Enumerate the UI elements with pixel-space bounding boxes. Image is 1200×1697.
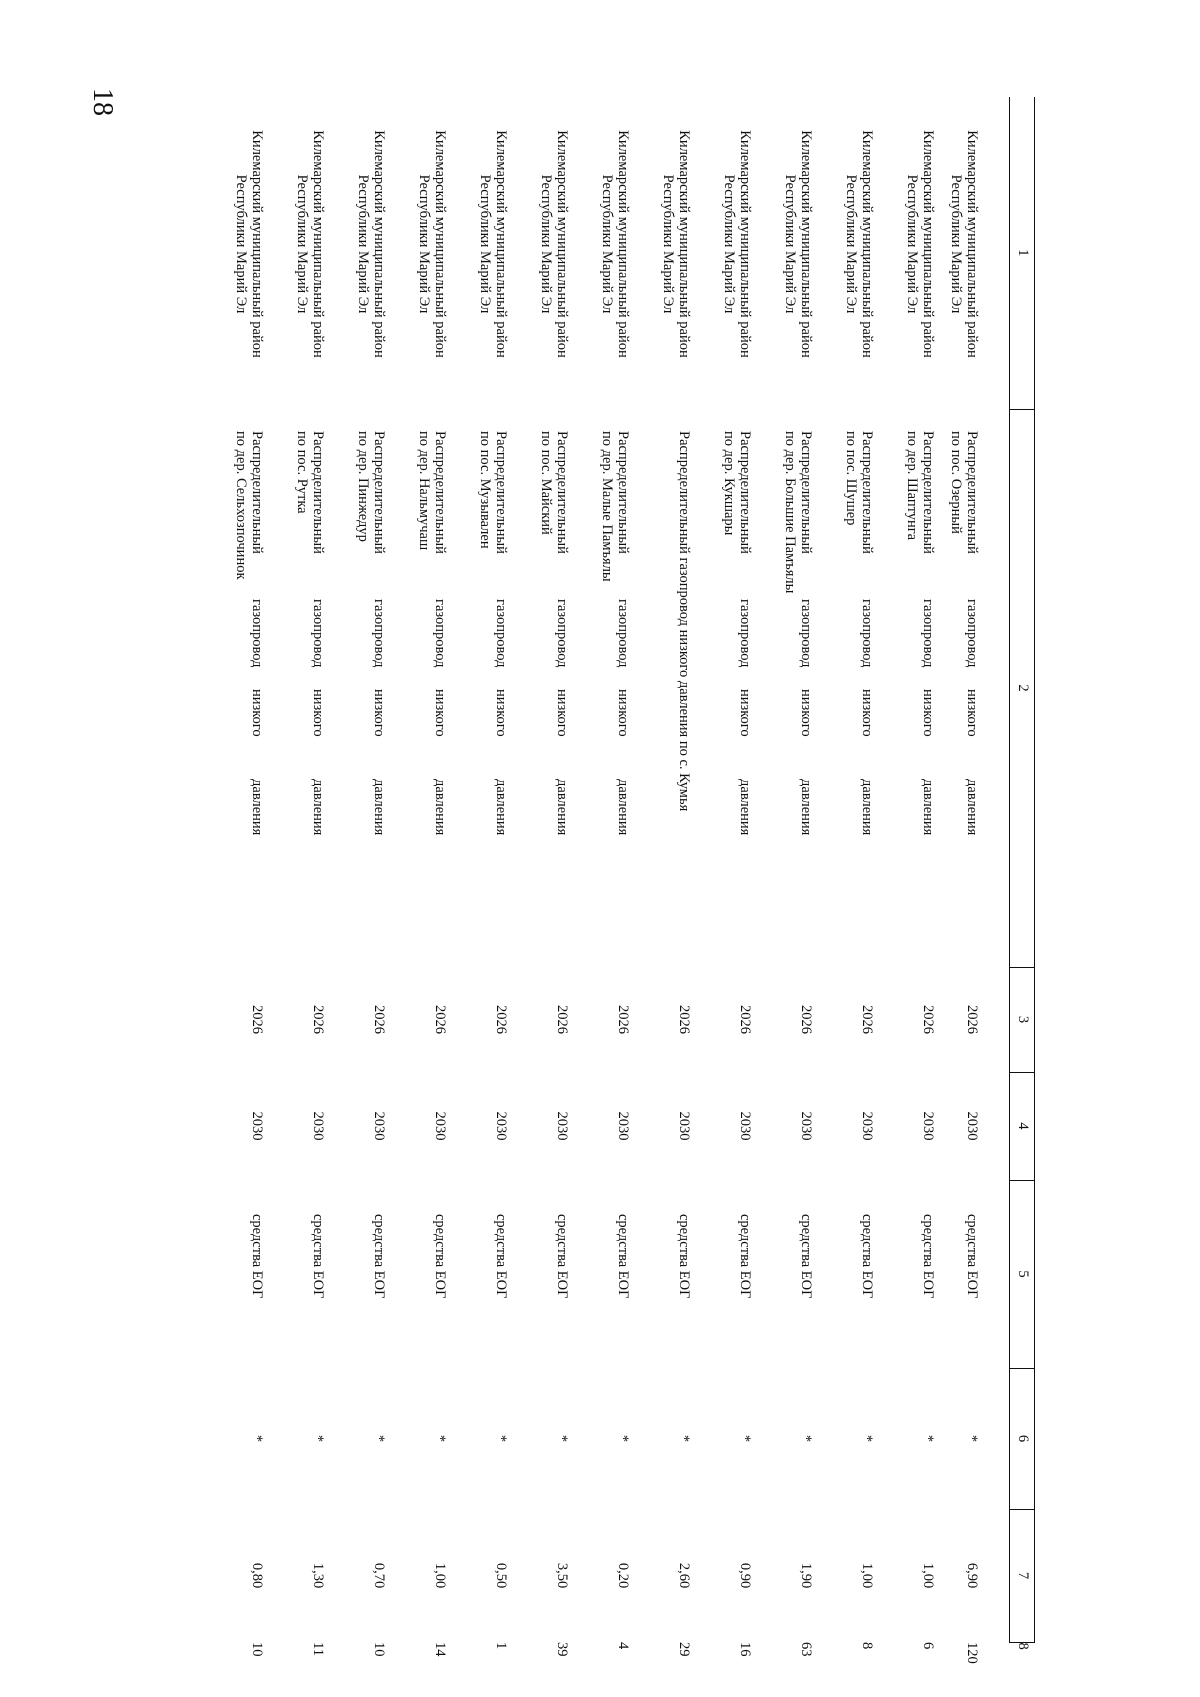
object-word-3: низкого <box>798 689 814 737</box>
object-word-3: низкого <box>920 689 936 737</box>
column-number-row: 1 2 3 4 5 6 7 8 <box>1010 97 1035 1642</box>
mark-cell: * <box>920 1434 936 1443</box>
region-cell <box>752 97 813 409</box>
table-row: Килемарский муниципальный район Республики Марий Эл Распределительный газопровод низкого давления по пос. Музывален 2026 2030 средства ЕОГ * 0,50 1 <box>447 97 508 1642</box>
end-year-cell: 2030 <box>798 1111 814 1141</box>
mark-cell: * <box>676 1434 692 1443</box>
end-year-cell: 2030 <box>676 1111 692 1141</box>
region-line-2: Республики Марий Эл <box>416 174 433 314</box>
object-word-2: газопровод <box>615 599 631 668</box>
region-line-1: Килемарский муниципальный район <box>310 130 326 358</box>
object-word-1: Распределительный <box>737 431 753 554</box>
region-line-1: Килемарский муниципальный район <box>920 130 936 358</box>
region-line-2: Республики Марий Эл <box>355 174 372 314</box>
mark-cell: * <box>615 1434 631 1443</box>
table-row: Килемарский муниципальный район Республики Марий Эл Распределительный газопровод низкого давления по дер. Большие Памъялы 2026 2030 средства ЕОГ * 1,90 63 <box>752 97 813 1642</box>
object-cell <box>508 409 569 967</box>
object-line-1 <box>919 431 935 967</box>
object-word-2: газопровод <box>432 599 448 668</box>
object-location: по дер. Нальмучаш <box>416 431 433 551</box>
region-line-1: Килемарский муниципальный район <box>432 130 448 358</box>
object-word-3: низкого <box>493 689 509 737</box>
region-line-1: Килемарский муниципальный район <box>964 130 980 358</box>
length-cell: 0,80 <box>249 1562 265 1589</box>
length-cell: 1,90 <box>798 1562 814 1589</box>
object-word-3: низкого <box>964 689 980 737</box>
object-line-1 <box>858 431 874 967</box>
object-word-4: давления <box>859 779 875 836</box>
object-word-3: низкого <box>737 689 753 737</box>
object-location: по пос. Майский <box>538 431 555 535</box>
object-line-1 <box>614 431 630 967</box>
object-word-3: низкого <box>554 689 570 737</box>
table-row: Килемарский муниципальный район Республики Марий Эл Распределительный газопровод низкого давления по пос. Озерный 2026 2030 средства ЕОГ * 6,90 120 <box>935 97 1010 1642</box>
table-row: Килемарский муниципальный район Республики Марий Эл Распределительный газопровод низкого давления по с. Кумья 2026 2030 средства ЕОГ * 2,60 29 <box>630 97 691 1642</box>
funding-source-cell: средства ЕОГ <box>554 1214 570 1299</box>
end-year-cell: 2030 <box>371 1111 387 1141</box>
object-line-1 <box>553 431 569 967</box>
object-word-2: газопровод <box>964 599 980 668</box>
column-number-3: 3 <box>1010 967 1035 1072</box>
region-line-2: Республики Марий Эл <box>477 174 494 314</box>
object-location: по дер. Большие Памъялы <box>782 431 799 594</box>
table-row: Килемарский муниципальный район Республики Марий Эл Распределительный газопровод низкого давления по дер. Малые Памъялы 2026 2030 средства ЕОГ * 0,20 4 <box>569 97 630 1642</box>
object-word-2: газопровод <box>737 599 753 668</box>
region-cell <box>569 97 630 409</box>
object-cell <box>752 409 813 967</box>
mark-cell: * <box>737 1434 753 1443</box>
region-line-2: Республики Марий Эл <box>538 174 555 314</box>
length-cell: 0,70 <box>371 1562 387 1589</box>
object-cell <box>264 409 325 967</box>
object-word-4: давления <box>249 779 265 836</box>
column-number-5: 5 <box>1010 1180 1035 1368</box>
column-number-7: 7 <box>1010 1509 1035 1642</box>
object-line-1 <box>248 431 264 967</box>
gas-pipeline-table <box>203 97 1035 1664</box>
region-line-1: Килемарский муниципальный район <box>493 130 509 358</box>
region-line-2: Республики Марий Эл <box>948 174 965 314</box>
mark-cell: * <box>798 1434 814 1443</box>
end-year-cell: 2030 <box>310 1111 326 1141</box>
region-cell <box>508 97 569 409</box>
object-cell <box>325 409 386 967</box>
mark-cell: * <box>432 1434 448 1443</box>
funding-source-cell: средства ЕОГ <box>432 1214 448 1299</box>
length-cell: 1,00 <box>432 1562 448 1589</box>
object-word-2: газопровод <box>920 599 936 668</box>
object-line-1 <box>736 431 752 967</box>
object-word-4: давления <box>615 779 631 836</box>
object-word-1: Распределительный <box>964 431 980 554</box>
region-line-2: Республики Марий Эл <box>660 174 677 314</box>
end-year-cell: 2030 <box>964 1111 980 1141</box>
column-number-2: 2 <box>1010 409 1035 967</box>
object-word-3: низкого <box>615 689 631 737</box>
table-row: Килемарский муниципальный район Республики Марий Эл Распределительный газопровод низкого давления по дер. Шаптунга 2026 2030 средства ЕОГ * 1,00 6 <box>874 97 935 1642</box>
object-word-3: низкого <box>371 689 387 737</box>
table-row: Килемарский муниципальный район Республики Марий Эл Распределительный газопровод низкого давления по пос. Рутка 2026 2030 средства ЕОГ * 1,30 11 <box>264 97 325 1642</box>
region-line-2: Республики Марий Эл <box>782 174 799 314</box>
end-year-cell: 2030 <box>737 1111 753 1141</box>
object-word-2: газопровод <box>493 599 509 668</box>
start-year-cell: 2026 <box>964 1005 980 1034</box>
object-word-2: газопровод <box>859 599 875 668</box>
object-location: по пос. Музывален <box>477 431 494 549</box>
object-word-3: низкого <box>859 689 875 737</box>
region-line-1: Килемарский муниципальный район <box>371 130 387 358</box>
object-word-1: Распределительный <box>798 431 814 554</box>
table-sheet <box>205 97 1035 1664</box>
mark-cell: * <box>554 1434 570 1443</box>
object-cell <box>935 409 1010 967</box>
region-line-2: Республики Марий Эл <box>843 174 860 314</box>
region-cell <box>630 97 691 409</box>
object-word-4: давления <box>432 779 448 836</box>
object-location: по дер. Пинжедур <box>355 431 372 542</box>
region-cell <box>264 97 325 409</box>
object-line-1 <box>370 431 386 967</box>
page-number: 18 <box>87 88 118 116</box>
object-word-4: давления <box>920 779 936 836</box>
region-cell <box>447 97 508 409</box>
region-line-2: Республики Марий Эл <box>721 174 738 314</box>
table-row: Килемарский муниципальный район Республики Марий Эл Распределительный газопровод низкого давления по дер. Сельхозпочинок 2026 2030 средства ЕОГ * 0,80 10 <box>203 97 264 1642</box>
object-word-3: низкого <box>249 689 265 737</box>
object-word-4: давления <box>371 779 387 836</box>
start-year-cell: 2026 <box>371 1005 387 1034</box>
region-line-1: Килемарский муниципальный район <box>676 130 692 358</box>
mark-cell: * <box>310 1434 326 1443</box>
region-cell <box>935 97 1010 409</box>
start-year-cell: 2026 <box>920 1005 936 1034</box>
start-year-cell: 2026 <box>554 1005 570 1034</box>
object-word-1: Распределительный <box>554 431 570 554</box>
object-word-3: низкого <box>310 689 326 737</box>
column-number-4: 4 <box>1010 1072 1035 1180</box>
object-word-1: Распределительный <box>432 431 448 554</box>
region-line-2: Республики Марий Эл <box>294 174 311 314</box>
length-cell: 6,90 <box>964 1562 980 1589</box>
object-line-1 <box>492 431 508 967</box>
funding-source-cell: средства ЕОГ <box>493 1214 509 1299</box>
object-cell <box>813 409 874 967</box>
region-cell <box>325 97 386 409</box>
region-line-1: Килемарский муниципальный район <box>859 130 875 358</box>
object-word-4: давления <box>798 779 814 836</box>
object-location: по пос. Озерный <box>948 431 965 534</box>
object-name: Распределительный газопровод низкого давления по с. Кумья <box>676 431 692 812</box>
funding-source-cell: средства ЕОГ <box>737 1214 753 1299</box>
object-location: по дер. Малые Памъялы <box>599 431 616 582</box>
region-line-2: Республики Марий Эл <box>904 174 921 314</box>
funding-source-cell: средства ЕОГ <box>676 1214 692 1299</box>
mark-cell: * <box>964 1434 980 1443</box>
length-cell: 1,00 <box>920 1562 936 1589</box>
end-year-cell: 2030 <box>859 1111 875 1141</box>
table-body <box>203 97 1010 1664</box>
region-line-2: Республики Марий Эл <box>233 174 250 314</box>
object-cell <box>386 409 447 967</box>
object-line-1 <box>431 431 447 967</box>
length-cell: 1,30 <box>310 1562 326 1589</box>
object-word-1: Распределительный <box>249 431 265 554</box>
object-word-4: давления <box>737 779 753 836</box>
object-location: по дер. Сельхозпочинок <box>233 431 250 580</box>
funding-source-cell: средства ЕОГ <box>310 1214 326 1299</box>
object-word-1: Распределительный <box>371 431 387 554</box>
region-cell <box>691 97 752 409</box>
object-word-2: газопровод <box>798 599 814 668</box>
object-word-2: газопровод <box>371 599 387 668</box>
length-cell: 0,90 <box>737 1562 753 1589</box>
region-line-1: Килемарский муниципальный район <box>615 130 631 358</box>
object-word-1: Распределительный <box>493 431 509 554</box>
object-word-4: давления <box>310 779 326 836</box>
region-line-1: Килемарский муниципальный район <box>249 130 265 358</box>
region-cell <box>386 97 447 409</box>
table-rotated-frame <box>205 97 1035 1664</box>
funding-source-cell: средства ЕОГ <box>920 1214 936 1299</box>
end-year-cell: 2030 <box>554 1111 570 1141</box>
region-cell <box>203 97 264 409</box>
object-cell <box>569 409 630 967</box>
object-cell <box>691 409 752 967</box>
object-word-1: Распределительный <box>859 431 875 554</box>
mark-cell: * <box>249 1434 265 1443</box>
mark-cell: * <box>493 1434 509 1443</box>
object-cell <box>447 409 508 967</box>
object-word-2: газопровод <box>249 599 265 668</box>
object-line-1 <box>963 431 979 967</box>
funding-source-cell: средства ЕОГ <box>798 1214 814 1299</box>
object-location: по дер. Кукшары <box>721 431 738 536</box>
end-year-cell: 2030 <box>615 1111 631 1141</box>
object-word-1: Распределительный <box>615 431 631 554</box>
length-cell: 0,20 <box>615 1562 631 1589</box>
end-year-cell: 2030 <box>493 1111 509 1141</box>
start-year-cell: 2026 <box>615 1005 631 1034</box>
start-year-cell: 2026 <box>432 1005 448 1034</box>
table-row: Килемарский муниципальный район Республики Марий Эл Распределительный газопровод низкого давления по пос. Майский 2026 2030 средства ЕОГ * 3,50 39 <box>508 97 569 1642</box>
column-number-1: 1 <box>1010 97 1035 409</box>
start-year-cell: 2026 <box>859 1005 875 1034</box>
object-word-1: Распределительный <box>310 431 326 554</box>
object-location: по пос. Шушер <box>843 431 860 526</box>
region-cell <box>813 97 874 409</box>
region-line-1: Килемарский муниципальный район <box>554 130 570 358</box>
object-word-2: газопровод <box>554 599 570 668</box>
table-row: Килемарский муниципальный район Республики Марий Эл Распределительный газопровод низкого давления по пос. Шушер 2026 2030 средства ЕОГ * 1,00 8 <box>813 97 874 1642</box>
end-year-cell: 2030 <box>249 1111 265 1141</box>
end-year-cell: 2030 <box>920 1111 936 1141</box>
column-number-6: 6 <box>1010 1368 1035 1509</box>
length-cell: 0,50 <box>493 1562 509 1589</box>
object-location: по пос. Рутка <box>294 431 311 514</box>
object-location: по дер. Шаптунга <box>904 431 921 541</box>
table-row: Килемарский муниципальный район Республики Марий Эл Распределительный газопровод низкого давления по дер. Нальмучаш 2026 2030 средства ЕОГ * 1,00 14 <box>386 97 447 1642</box>
object-word-1: Распределительный <box>920 431 936 554</box>
funding-source-cell: средства ЕОГ <box>249 1214 265 1299</box>
region-cell <box>874 97 935 409</box>
object-word-4: давления <box>964 779 980 836</box>
length-cell: 1,00 <box>859 1562 875 1589</box>
region-line-2: Республики Марий Эл <box>599 174 616 314</box>
funding-source-cell: средства ЕОГ <box>964 1214 980 1299</box>
object-word-4: давления <box>493 779 509 836</box>
end-year-cell: 2030 <box>432 1111 448 1141</box>
object-cell <box>630 409 691 967</box>
start-year-cell: 2026 <box>798 1005 814 1034</box>
length-cell: 2,60 <box>676 1562 692 1589</box>
object-word-2: газопровод <box>310 599 326 668</box>
funding-source-cell: средства ЕОГ <box>615 1214 631 1299</box>
object-cell <box>874 409 935 967</box>
object-line-1 <box>309 431 325 967</box>
start-year-cell: 2026 <box>737 1005 753 1034</box>
object-word-3: низкого <box>432 689 448 737</box>
object-word-4: давления <box>554 779 570 836</box>
start-year-cell: 2026 <box>676 1005 692 1034</box>
region-line-1: Килемарский муниципальный район <box>737 130 753 358</box>
object-line-1 <box>797 431 813 967</box>
funding-source-cell: средства ЕОГ <box>371 1214 387 1299</box>
start-year-cell: 2026 <box>493 1005 509 1034</box>
mark-cell: * <box>371 1434 387 1443</box>
funding-source-cell: средства ЕОГ <box>859 1214 875 1299</box>
length-cell: 3,50 <box>554 1562 570 1589</box>
start-year-cell: 2026 <box>310 1005 326 1034</box>
table-row: Килемарский муниципальный район Республики Марий Эл Распределительный газопровод низкого давления по дер. Кукшары 2026 2030 средства ЕОГ * 0,90 16 <box>691 97 752 1642</box>
mark-cell: * <box>859 1434 875 1443</box>
object-cell <box>203 409 264 967</box>
table-row: Килемарский муниципальный район Республики Марий Эл Распределительный газопровод низкого давления по дер. Пинжедур 2026 2030 средства ЕОГ * 0,70 10 <box>325 97 386 1642</box>
start-year-cell: 2026 <box>249 1005 265 1034</box>
region-line-1: Килемарский муниципальный район <box>798 130 814 358</box>
